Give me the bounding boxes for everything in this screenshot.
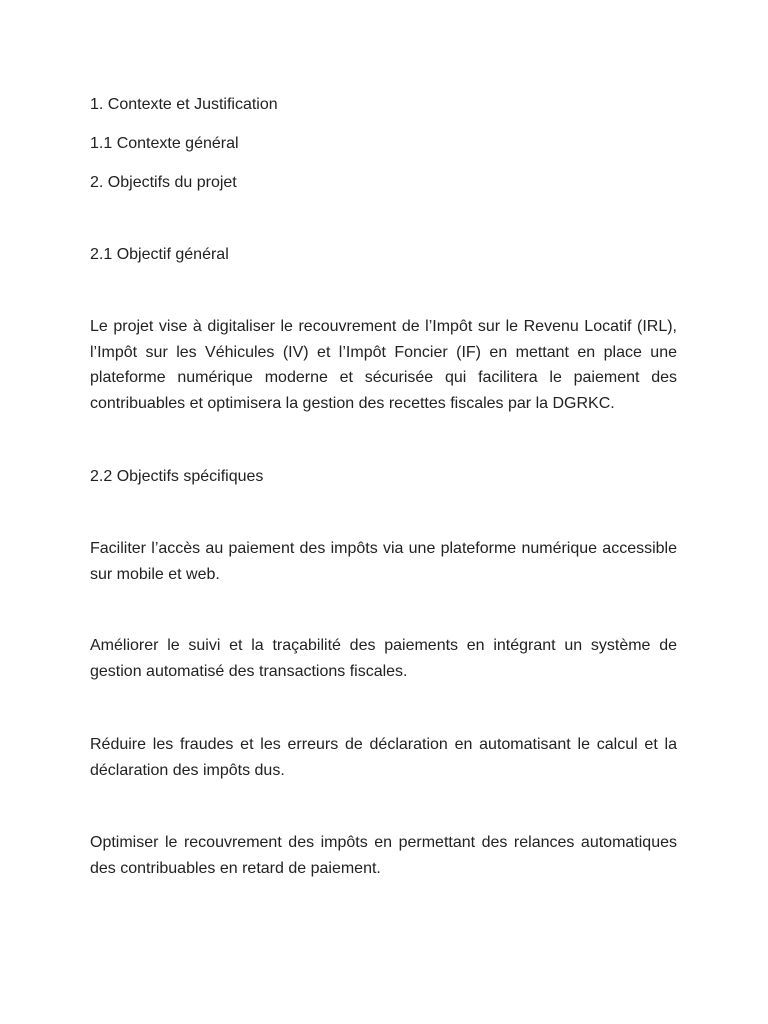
heading-specific-objectives: 2.2 Objectifs spécifiques [90, 468, 264, 485]
objective-item: Améliorer le suivi et la traçabilité des paiements en intégrant un système de gestion automatisé des transactions fiscales. [90, 637, 677, 680]
heading-general-objective: 2.1 Objectif général [90, 246, 229, 263]
heading-context-justification: 1. Contexte et Justification [90, 96, 278, 113]
objective-item: Optimiser le recouvrement des impôts en permettant des relances automatiques des contribuables en retard de paiement. [90, 834, 677, 877]
paragraph-general-objective: Le projet vise à digitaliser le recouvrement de l’Impôt sur le Revenu Locatif (IRL), l’Impôt sur les Véhicules (IV) et l’Impôt Foncier (IF) en mettant en place une plateforme numérique moderne et sécurisée qui facilitera le paiement des contribuables et optimisera la gestion des recettes fiscales par la DGRKC. [90, 318, 677, 412]
heading-general-context: 1.1 Contexte général [90, 135, 239, 152]
objective-item: Réduire les fraudes et les erreurs de déclaration en automatisant le calcul et la déclaration des impôts dus. [90, 736, 677, 779]
objective-item: Faciliter l’accès au paiement des impôts via une plateforme numérique accessible sur mobile et web. [90, 540, 677, 583]
heading-project-objectives: 2. Objectifs du projet [90, 174, 237, 191]
